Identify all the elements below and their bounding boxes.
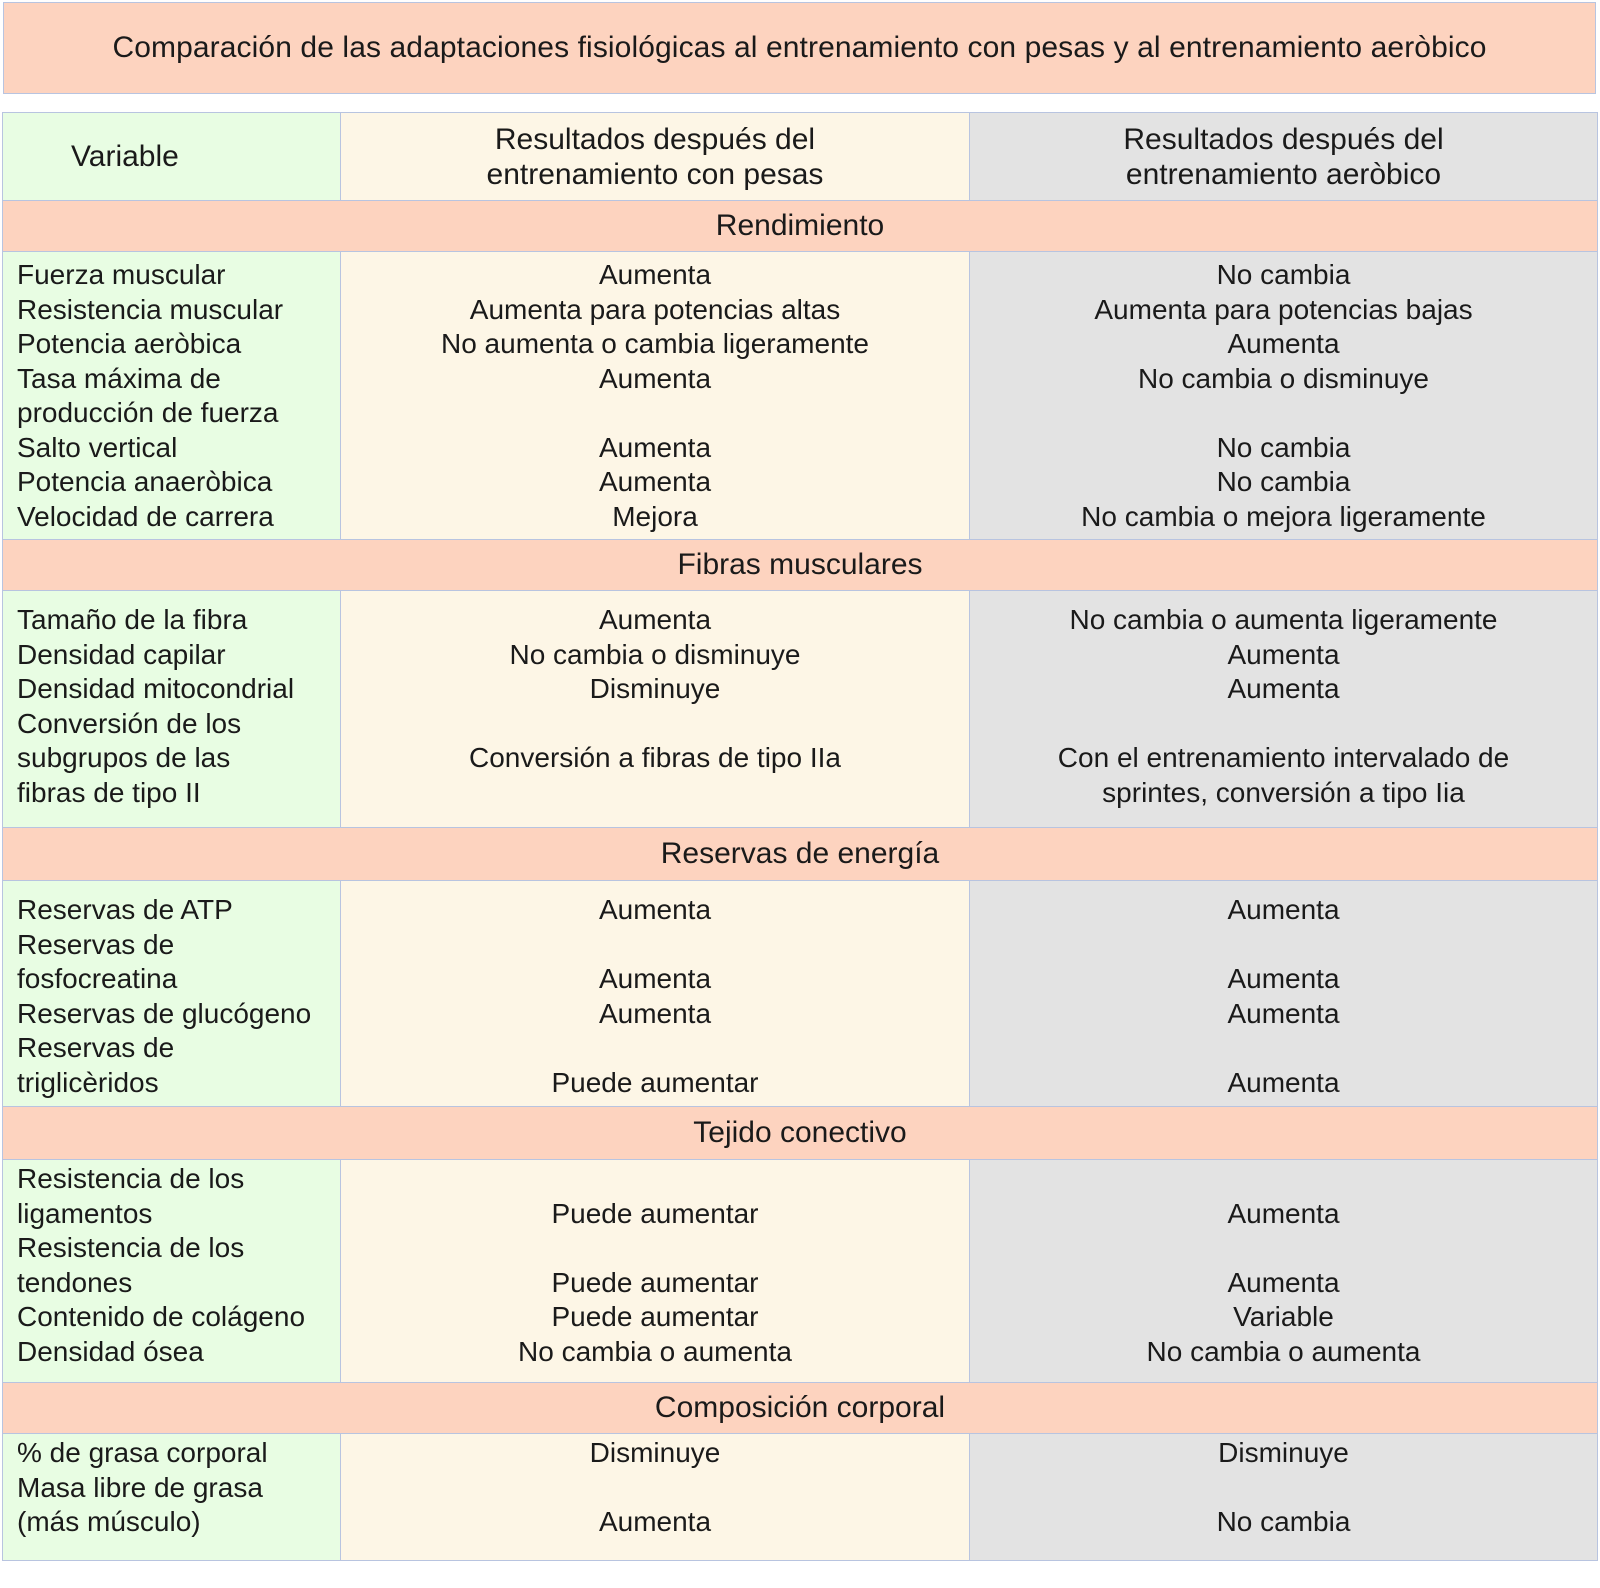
header-weights-line-2: entrenamiento con pesas <box>486 157 824 191</box>
section-body-row <box>2 251 1598 539</box>
variable-line: Tamaño de la fibra <box>17 604 248 635</box>
section-body-row <box>2 590 1598 827</box>
weights-result-line <box>341 1031 969 1066</box>
variable-line: subgrupos de las <box>17 742 231 773</box>
variable-line: Reservas de <box>17 1032 175 1063</box>
aerobic-cell <box>970 1434 1598 1560</box>
aerobic-result-line: Disminuye <box>1218 1437 1349 1468</box>
section-title: Rendimiento <box>2 200 1598 251</box>
weights-result-line <box>341 707 969 742</box>
variables-cell <box>2 1434 341 1560</box>
weights-cell <box>341 591 970 827</box>
weights-result-line: Aumenta <box>598 431 712 463</box>
weights-cell <box>341 252 970 539</box>
aerobic-cell <box>970 881 1598 1106</box>
variable-line: fibras de tipo II <box>17 776 201 808</box>
variable-line: Contenido de colágeno <box>17 1301 306 1332</box>
aerobic-result-line: No cambia <box>1216 466 1351 497</box>
variable-line: Resistencia de los <box>17 1163 245 1194</box>
weights-result-line: Aumenta <box>598 466 712 497</box>
variable-line: Resistencia de los <box>17 1232 245 1263</box>
weights-result-line: No aumenta o cambia ligeramente <box>440 328 869 359</box>
aerobic-result-line: Aumenta <box>1227 1197 1340 1229</box>
variable-line: tendones <box>17 1266 133 1298</box>
variable-line: % de grasa corporal <box>17 1437 268 1468</box>
aerobic-result-line: Aumenta <box>1227 1066 1340 1098</box>
section-body-row <box>2 1159 1598 1382</box>
aerobic-result-line: No cambia o disminuye <box>1137 362 1430 394</box>
variable-line: Masa libre de grasa <box>17 1471 263 1503</box>
section-title: Fibras musculares <box>2 539 1598 590</box>
variable-line: Potencia anaeròbica <box>17 466 273 497</box>
aerobic-result-line: No cambia <box>1216 1506 1351 1537</box>
weights-result-line: Puede aumentar <box>551 1197 759 1229</box>
header-weights <box>341 113 970 200</box>
header-weights-line-1: Resultados después del <box>494 122 816 156</box>
weights-result-line: Conversión a fibras de tipo IIa <box>469 742 841 773</box>
aerobic-result-line: Aumenta para potencias bajas <box>1094 293 1473 325</box>
weights-result-line: Aumenta <box>598 963 712 994</box>
variables-cell <box>2 1160 341 1382</box>
weights-result-line: Puede aumentar <box>551 1266 759 1298</box>
aerobic-result-line: sprintes, conversión a tipo Iia <box>1102 776 1465 808</box>
variable-line: ligamentos <box>17 1197 153 1229</box>
aerobic-cell <box>970 591 1598 827</box>
variable-line: Conversión de los <box>17 707 242 739</box>
variable-line: Resistencia muscular <box>17 293 284 325</box>
weights-result-line: Disminuye <box>589 1437 721 1468</box>
weights-result-line: Disminuye <box>589 673 721 704</box>
aerobic-result-line: Aumenta <box>1227 328 1340 359</box>
section-title: Composición corporal <box>2 1382 1598 1433</box>
variable-line: producción de fuerza <box>17 397 279 428</box>
weights-result-line <box>341 396 969 431</box>
aerobic-result-line: No cambia <box>1216 259 1351 290</box>
weights-result-line: No cambia o aumenta <box>518 1335 792 1367</box>
weights-result-line: Aumenta para potencias altas <box>469 293 841 325</box>
aerobic-cell <box>970 1160 1598 1382</box>
section-body-row <box>2 880 1598 1106</box>
weights-result-line: Aumenta <box>598 604 712 635</box>
variable-line: Reservas de ATP <box>17 894 233 925</box>
variables-cell <box>2 252 341 539</box>
variable-line: Tasa máxima de <box>17 362 221 394</box>
weights-result-line <box>341 1162 969 1197</box>
aerobic-result-line: No cambia <box>1216 431 1351 463</box>
variable-line: Velocidad de carrera <box>17 500 274 532</box>
weights-result-line <box>341 776 969 811</box>
weights-result-line: Aumenta <box>598 362 712 394</box>
variable-line: Reservas de <box>17 928 175 960</box>
aerobic-result-line: Variable <box>1233 1301 1334 1332</box>
comparison-table <box>2 112 1598 1561</box>
aerobic-result-line <box>970 396 1597 431</box>
aerobic-result-line: Aumenta <box>1227 894 1340 925</box>
weights-result-line: Mejora <box>612 500 698 532</box>
weights-result-line <box>341 928 969 963</box>
aerobic-result-line: Con el entrenamiento intervalado de <box>1057 742 1510 773</box>
weights-cell <box>341 1160 970 1382</box>
variable-line: Salto vertical <box>17 431 178 463</box>
header-aerobic <box>970 113 1598 200</box>
variable-line: Fuerza muscular <box>17 259 226 290</box>
aerobic-cell <box>970 252 1598 539</box>
header-aerobic-line-1: Resultados después del <box>1123 122 1444 156</box>
aerobic-result-line: No cambia o mejora ligeramente <box>1081 500 1486 532</box>
aerobic-result-line <box>970 928 1597 963</box>
weights-cell <box>341 1434 970 1560</box>
aerobic-result-line: Aumenta <box>1227 963 1340 994</box>
variable-line: fosfocreatina <box>17 963 178 994</box>
variable-line: Potencia aeròbica <box>17 328 242 359</box>
weights-result-line: No cambia o disminuye <box>509 638 801 670</box>
aerobic-result-line: No cambia o aumenta <box>1146 1335 1421 1367</box>
weights-result-line: Aumenta <box>598 997 712 1029</box>
weights-result-line: Puede aumentar <box>551 1301 759 1332</box>
weights-result-line <box>341 1231 969 1266</box>
aerobic-result-line <box>970 707 1597 742</box>
header-variable: Variable <box>2 113 341 200</box>
weights-result-line: Puede aumentar <box>551 1066 759 1098</box>
aerobic-result-line: No cambia o aumenta ligeramente <box>1069 604 1498 635</box>
weights-result-line <box>341 1471 969 1506</box>
aerobic-result-line <box>970 1471 1597 1506</box>
variable-line: triglicèridos <box>17 1066 159 1098</box>
weights-result-line: Aumenta <box>598 259 712 290</box>
weights-result-line: Aumenta <box>598 1506 712 1537</box>
aerobic-result-line: Aumenta <box>1227 1266 1340 1298</box>
variable-line: Densidad ósea <box>17 1335 204 1367</box>
aerobic-result-line: Aumenta <box>1227 997 1340 1029</box>
section-body-row <box>2 1433 1598 1561</box>
variable-line: Densidad mitocondrial <box>17 673 295 704</box>
variables-cell <box>2 591 341 827</box>
weights-cell <box>341 881 970 1106</box>
weights-result-line: Aumenta <box>598 894 712 925</box>
aerobic-result-line <box>970 1162 1597 1197</box>
variable-line: (más músculo) <box>17 1506 201 1537</box>
table-title: Comparación de las adaptaciones fisiológicas al entrenamiento con pesas y al entrenamiento aeròbico <box>3 2 1596 94</box>
section-title: Tejido conectivo <box>2 1106 1598 1159</box>
variable-line: Densidad capilar <box>17 638 226 670</box>
variable-line: Reservas de glucógeno <box>17 997 312 1029</box>
header-aerobic-line-2: entrenamiento aeròbico <box>1125 157 1442 191</box>
aerobic-result-line <box>970 1031 1597 1066</box>
aerobic-result-line: Aumenta <box>1227 673 1340 704</box>
section-title: Reservas de energía <box>2 827 1598 880</box>
aerobic-result-line: Aumenta <box>1227 638 1340 670</box>
aerobic-result-line <box>970 1231 1597 1266</box>
variables-cell <box>2 881 341 1106</box>
table-header-row <box>2 112 1598 200</box>
